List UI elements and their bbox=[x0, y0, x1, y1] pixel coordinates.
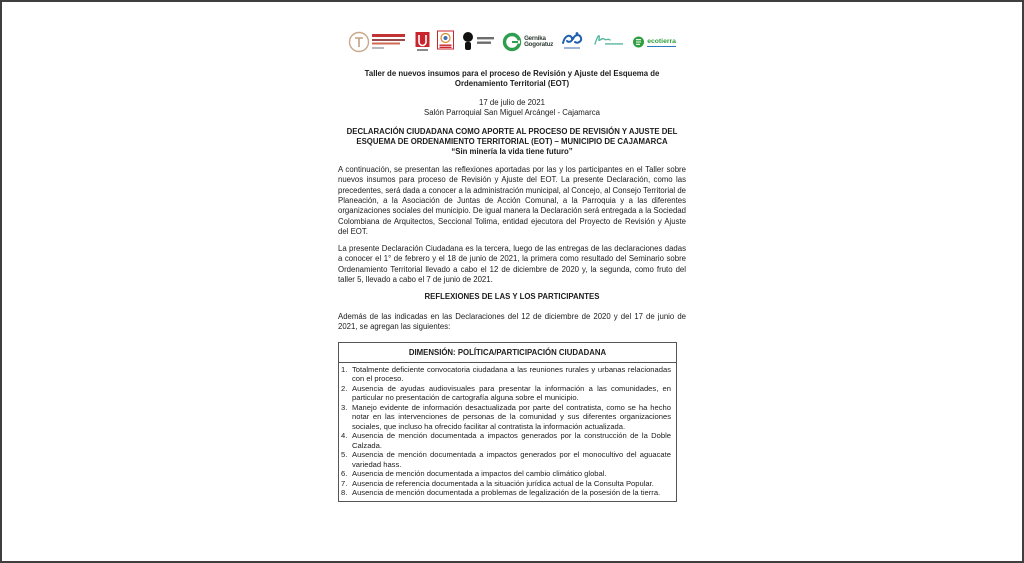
venue-line: Salón Parroquial San Miguel Arcángel - Cajamarca bbox=[424, 108, 600, 118]
gernika-gogoratuz-label: Gernika Gogoratuz bbox=[524, 34, 554, 48]
ecotierra-label: ecotierra bbox=[647, 37, 676, 45]
dimension-item: Manejo evidente de información desactualizada por parte del contratista, como se ha hecho notar en las intervenciones de personas de la comunidad y sus diferentes organizaciones sociales, que incluso ha ofrecido facilitar al contratista la información actualizada. bbox=[352, 402, 671, 431]
declaration-motto: “Sin minería la vida tiene futuro” bbox=[451, 147, 573, 157]
seal-logo bbox=[348, 30, 408, 54]
bulb-logo bbox=[461, 30, 495, 54]
workshop-title: Taller de nuevos insumos para el proceso de Revisión y Ajuste del Esquema de Ordenamiento Territorial (EOT) bbox=[364, 69, 660, 89]
logo-row bbox=[338, 28, 686, 56]
date-line: 17 de julio de 2021 bbox=[479, 97, 545, 107]
date-venue-block bbox=[338, 98, 686, 119]
gernika-gogoratuz-logo bbox=[502, 30, 553, 54]
idensur-logo bbox=[560, 30, 584, 54]
reflections-heading: REFLEXIONES DE LAS Y LOS PARTICIPANTES bbox=[424, 292, 600, 302]
dimension-item: Ausencia de referencia documentada a la situación jurídica actual de la Consulta Popular. bbox=[352, 478, 654, 488]
dimension-item: Ausencia de mención documentada a impactos generados por el monocultivo del aguacate variedad hass. bbox=[352, 450, 671, 469]
dimension-item: Ausencia de mención documentada a impactos del cambio climático global. bbox=[352, 469, 607, 479]
paragraph-history: La presente Declaración Ciudadana es la tercera, luego de las entregas de las declaraciones dadas a conocer el 1° de febrero y el 18 de junio de 2021, la primera como resultado del Seminario sobre Ordenamiento Territorial llevado a cabo el 12 de diciembre de 2020 y, la segunda, como fruto del taller 5, llevado a cabo el 7 de junio de 2021. bbox=[338, 243, 686, 284]
dimension-item: Ausencia de ayudas audiovisuales para presentar la información a las comunidades, en particular no presentación de cartografía alguna sobre el municipio. bbox=[352, 383, 671, 403]
declaration-heading: DECLARACIÓN CIUDADANA COMO APORTE AL PROCESO DE REVISIÓN Y AJUSTE DEL ESQUEMA DE ORDENAMIENTO TERRITORIAL (EOT) – MUNICIPIO DE CAJAMARCA bbox=[346, 126, 678, 147]
dimension-item: Totalmente deficiente convocatoria ciudadana a las reuniones rurales y urbanas relacionadas con el proceso. bbox=[352, 364, 671, 384]
red-u-logo bbox=[415, 30, 430, 54]
document-body bbox=[338, 2, 686, 502]
dimension-item-list bbox=[339, 365, 676, 498]
paragraph-additions: Además de las indicadas en las Declaraciones del 12 de diciembre de 2020 y del 17 de junio de 2021, se agregan las siguientes: bbox=[338, 311, 686, 332]
emblem-logo bbox=[437, 30, 454, 54]
ecotierra-logo bbox=[632, 30, 676, 54]
signature-logo bbox=[591, 30, 625, 54]
dimension-item: Ausencia de mención documentada a problemas de legalización de la posesión de la tierra. bbox=[352, 488, 661, 498]
dimension-table bbox=[338, 342, 677, 502]
paragraph-introduction: A continuación, se presentan las reflexiones aportadas por las y los participantes en el Taller sobre nuevos insumos para proceso de Revisión y Ajuste del EOT. La presente Declaración, como las precedentes, será dada a conocer a la administración municipal, al Concejo, al Consejo Territorial de Planeación, a la Asociación de Juntas de Acción Comunal, a la Parroquia y a las diferentes organizaciones sociales del municipio. De igual manera la Declaración será entregada a la Sociedad Colombiana de Arquitectos, Seccional Tolima, entidad ejecutora del Proyecto de Revisión y Ajuste del EOT. bbox=[338, 164, 686, 237]
dimension-table-header: DIMENSIÓN: POLÍTICA/PARTICIPACIÓN CIUDADANA bbox=[339, 343, 676, 363]
dimension-item: Ausencia de mención documentada a impactos generados por la construcción de la Doble Calzada. bbox=[352, 431, 671, 450]
